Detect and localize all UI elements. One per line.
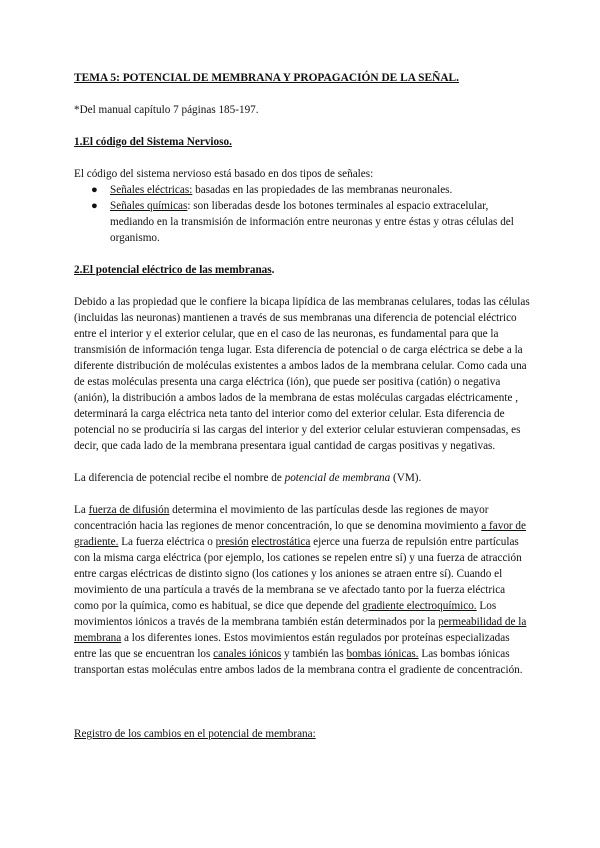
text-run: Las bombas iónicas transportan estas moléculas entre ambos lados de la membrana contra el gradiente de concentración.	[74, 648, 523, 676]
list-item	[74, 198, 530, 246]
text-run: determina el movimiento de las partículas desde las regiones de mayor concentración hacia las regiones de menor concentración, lo que se denomina movimiento	[74, 504, 489, 532]
text-run: ejerce una fuerza de repulsión entre partículas con la misma carga eléctrica (por ejemplo, los cationes se repelen entre sí) y una fuerza de atracción entre cargas eléctricas de distinto signo (los cationes y los aniones se atraen entre sí). Cuando el movimiento de una partícula a través de la membrana se ve afectado tanto por la fuerza eléctrica como por la química, como es habitual, se dice que depende del	[74, 536, 522, 612]
bullet-term: Señales eléctricas:	[110, 184, 193, 196]
paragraph-forces	[74, 502, 530, 678]
underlined-term: bombas iónicas.	[346, 648, 419, 660]
text-run: Los movimientos iónicos a través de la membrana también están determinados por la	[74, 600, 497, 628]
emphasis-term: potencial de membrana	[284, 472, 391, 484]
underlined-term: gradiente electroquímico.	[362, 600, 477, 612]
text-run: a los diferentes iones. Estos movimientos están regulados por proteínas especializadas entre las que se encuentran los	[74, 632, 510, 660]
underlined-term: canales iónicos	[213, 648, 282, 660]
list-item	[74, 182, 530, 198]
source-note: *Del manual capítulo 7 páginas 185-197.	[74, 104, 259, 116]
bullet-text: : son liberadas desde los botones terminales al espacio extracelular, mediando en la transmisión de información entre neuronas y entre éstas y otras células del organismo.	[110, 200, 514, 244]
heading-end: .	[271, 264, 275, 276]
section-heading-registro: Registro de los cambios en el potencial de membrana:	[74, 728, 316, 740]
section1-intro: El código del sistema nervioso está basado en dos tipos de señales:	[74, 168, 374, 180]
underlined-term: a favor de gradiente.	[74, 520, 526, 548]
text-run: La fuerza eléctrica o	[118, 536, 216, 548]
underlined-term: fuerza de difusión	[88, 504, 170, 516]
underlined-term: electrostática	[251, 536, 311, 548]
text-run: La	[74, 504, 89, 516]
signal-types-list	[74, 182, 530, 246]
underlined-term: presión	[215, 536, 249, 548]
paragraph-membrane-potential: Debido a las propiedad que le confiere la bicapa lipídica de las membranas celulares, todas las células (incluidas las neuronas) mantienen a través de sus membranas una diferencia de potencial eléctrico entre el interior y el exterior celular, que en el caso de las neuronas, es fundamental para que la transmisión de información tenga lugar. Esta diferencia de potencial o de carga eléctrica se debe a la diferente distribución de moléculas existentes a ambos lados de la membrana celular. Como cada una de estas moléculas presenta una carga eléctrica (ión), que puede ser positiva (catión) o negativa (anión), la distribución a ambos lados de la membrana de estas moléculas cargadas eléctricamente , determinará la carga eléctrica neta tanto del interior como del exterior celular. Esta diferencia de potencial no se produciría si las cargas del interior y del exterior celular estuvieran compensadas, es decir, que cada lado de la membrana presentara igual cantidad de cargas positivas y negativas.	[74, 296, 530, 452]
heading-text: 2.El potencial eléctrico de las membranas	[74, 264, 272, 276]
document-title: TEMA 5: POTENCIAL DE MEMBRANA Y PROPAGACIÓN DE LA SEÑAL.	[74, 72, 459, 84]
section-heading-potencial	[74, 262, 530, 278]
section-heading-codigo: 1.El código del Sistema Nervioso.	[74, 136, 232, 148]
bullet-icon: ●	[91, 184, 98, 196]
bullet-term: Señales químicas	[110, 200, 188, 212]
paragraph-vm-definition	[74, 470, 530, 486]
bullet-icon: ●	[91, 200, 98, 212]
text-run: (VM).	[390, 472, 422, 484]
underlined-term: permeabilidad de la membrana	[74, 616, 527, 644]
text-run: La diferencia de potencial recibe el nombre de	[74, 472, 285, 484]
bullet-text: basadas en las propiedades de las membranas neuronales.	[192, 184, 453, 196]
text-run: y también las	[281, 648, 347, 660]
